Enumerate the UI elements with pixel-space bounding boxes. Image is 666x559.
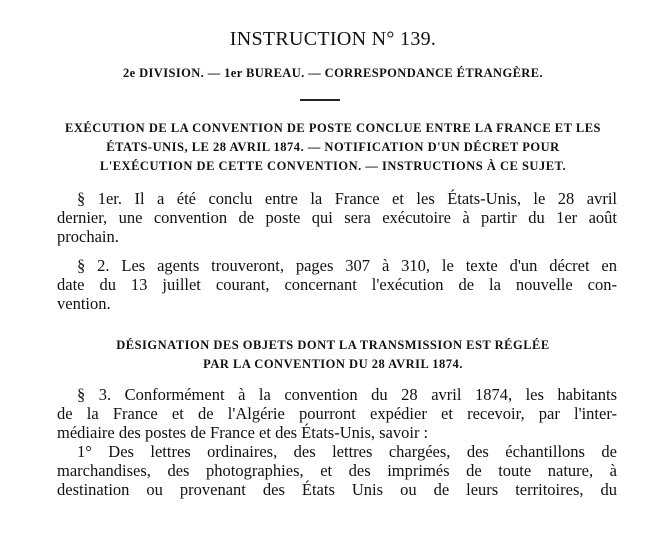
section-2-paragraph: [57, 256, 617, 313]
section-3-line-4: 1° Des lettres ordinaires, des lettres chargées, des échantillons de: [77, 442, 617, 461]
heading-line-2: ÉTATS-UNIS, LE 28 AVRIL 1874. — NOTIFICATION D'UN DÉCRET POUR: [106, 140, 560, 154]
section-3-line-5: marchandises, des photographies, et des imprimés de toute nature, à: [57, 461, 617, 480]
section-2-line-1: § 2. Les agents trouveront, pages 307 à 310, le texte d'un décret en: [77, 256, 617, 275]
designation-heading-line-2: PAR LA CONVENTION DU 28 AVRIL 1874.: [203, 357, 463, 371]
section-3-line-3: médiaire des postes de France et des États-Unis, savoir :: [57, 423, 429, 442]
section-3-line-1: § 3. Conformément à la convention du 28 avril 1874, les habitants: [77, 385, 617, 404]
separator-rule: [300, 99, 340, 101]
section-2-line-3: vention.: [57, 294, 111, 313]
division-subtitle: 2e DIVISION. — 1er BUREAU. — CORRESPONDANCE ÉTRANGÈRE.: [122, 66, 543, 80]
section-3-line-6: destination ou provenant des États Unis ou de leurs territoires, du: [57, 480, 617, 499]
section-3-paragraph: [57, 385, 617, 499]
section-1-line-2: dernier, une convention de poste qui sera exécutoire à partir du 1er août: [57, 208, 617, 227]
heading-line-1: EXÉCUTION DE LA CONVENTION DE POSTE CONCLUE ENTRE LA FRANCE ET LES: [65, 121, 601, 135]
heading-line-3: L'EXÉCUTION DE CETTE CONVENTION. — INSTRUCTIONS À CE SUJET.: [99, 159, 567, 173]
designation-heading-line-1: DÉSIGNATION DES OBJETS DONT LA TRANSMISSION EST RÉGLÉE: [116, 338, 550, 352]
section-2-line-2: date du 13 juillet courant, concernant l'exécution de la nouvelle con-: [57, 275, 617, 294]
section-1-line-1: § 1er. Il a été conclu entre la France et les États-Unis, le 28 avril: [77, 189, 617, 208]
section-1-paragraph: [57, 189, 617, 246]
page-title: INSTRUCTION N° 139.: [229, 28, 437, 50]
section-1-line-3: prochain.: [57, 227, 119, 246]
section-3-line-2: de la France et de l'Algérie pourront expédier et recevoir, par l'inter-: [57, 404, 617, 423]
